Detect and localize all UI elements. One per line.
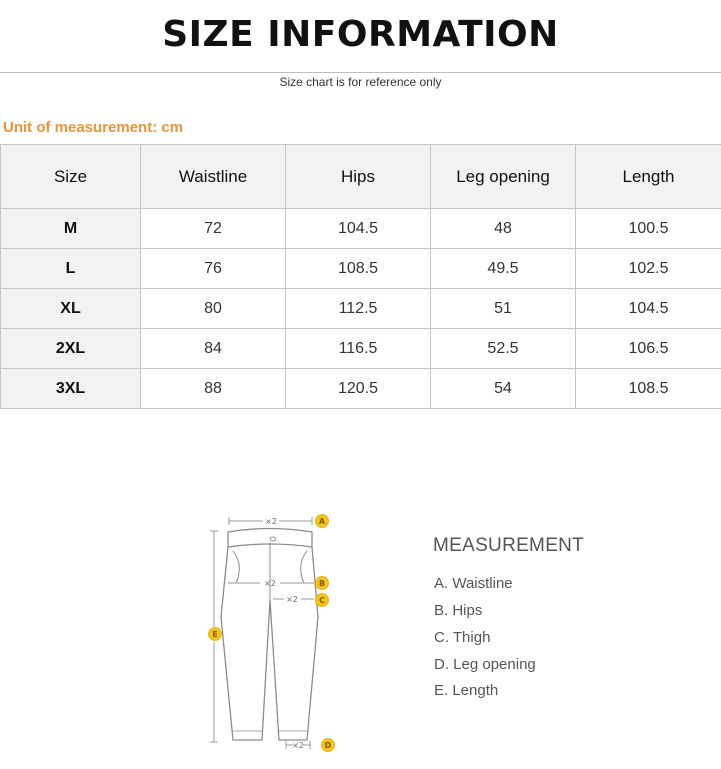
header-leg-opening: Leg opening xyxy=(431,145,576,209)
header-waistline: Waistline xyxy=(141,145,286,209)
header-size: Size xyxy=(1,145,141,209)
thigh-multiplier: ×2 xyxy=(286,595,298,604)
hips-cell: 120.5 xyxy=(286,369,431,409)
waistline-cell: 76 xyxy=(141,249,286,289)
pants-diagram xyxy=(200,505,340,761)
leg-opening-cell: 54 xyxy=(431,369,576,409)
unit-label: Unit of measurement: cm xyxy=(3,119,184,136)
table-row xyxy=(1,289,721,329)
size-cell: 2XL xyxy=(1,329,141,369)
badge-d xyxy=(322,739,335,752)
length-cell: 106.5 xyxy=(576,329,721,369)
leg-opening-cell: 48 xyxy=(431,209,576,249)
header-length: Length xyxy=(576,145,721,209)
hips-cell: 112.5 xyxy=(286,289,431,329)
subtitle: Size chart is for reference only xyxy=(279,75,442,89)
badge-b-label: B xyxy=(318,579,326,588)
waistline-cell: 84 xyxy=(141,329,286,369)
badge-a xyxy=(316,515,329,528)
badge-b xyxy=(316,577,329,590)
size-cell: 3XL xyxy=(1,369,141,409)
measurement-title: MEASUREMENT xyxy=(433,535,585,556)
leg-opening-cell: 52.5 xyxy=(431,329,576,369)
hips-cell: 104.5 xyxy=(286,209,431,249)
hips-multiplier: ×2 xyxy=(264,579,276,588)
badge-e xyxy=(209,628,222,641)
badge-c xyxy=(316,594,329,607)
size-cell: L xyxy=(1,249,141,289)
table-row xyxy=(1,249,721,289)
waist-multiplier: ×2 xyxy=(265,517,277,526)
measurement-item-leg-opening: D. Leg opening xyxy=(434,656,536,673)
pants-outline-icon xyxy=(221,529,318,741)
leg-opening-cell: 51 xyxy=(431,289,576,329)
length-cell: 100.5 xyxy=(576,209,721,249)
length-cell: 104.5 xyxy=(576,289,721,329)
length-cell: 102.5 xyxy=(576,249,721,289)
size-cell: XL xyxy=(1,289,141,329)
waistline-cell: 72 xyxy=(141,209,286,249)
measurement-item-hips: B. Hips xyxy=(434,602,483,619)
size-table xyxy=(0,144,721,409)
measurement-item-waistline: A. Waistline xyxy=(434,575,513,592)
badge-a-label: A xyxy=(318,517,326,526)
title-divider xyxy=(0,72,721,73)
hips-cell: 116.5 xyxy=(286,329,431,369)
table-header-row xyxy=(1,145,721,209)
waistline-cell: 88 xyxy=(141,369,286,409)
waistline-cell: 80 xyxy=(141,289,286,329)
measurement-item-thigh: C. Thigh xyxy=(434,629,491,646)
length-cell: 108.5 xyxy=(576,369,721,409)
page-title: SIZE INFORMATION xyxy=(162,14,559,55)
badge-e-label: E xyxy=(212,630,218,639)
badge-c-label: C xyxy=(319,596,325,605)
size-cell: M xyxy=(1,209,141,249)
table-row xyxy=(1,369,721,409)
leg-multiplier: ×2 xyxy=(292,741,304,750)
header-hips: Hips xyxy=(286,145,431,209)
table-row xyxy=(1,329,721,369)
measurement-item-length: E. Length xyxy=(434,682,499,699)
hips-cell: 108.5 xyxy=(286,249,431,289)
table-row xyxy=(1,209,721,249)
leg-opening-cell: 49.5 xyxy=(431,249,576,289)
badge-d-label: D xyxy=(324,741,332,750)
